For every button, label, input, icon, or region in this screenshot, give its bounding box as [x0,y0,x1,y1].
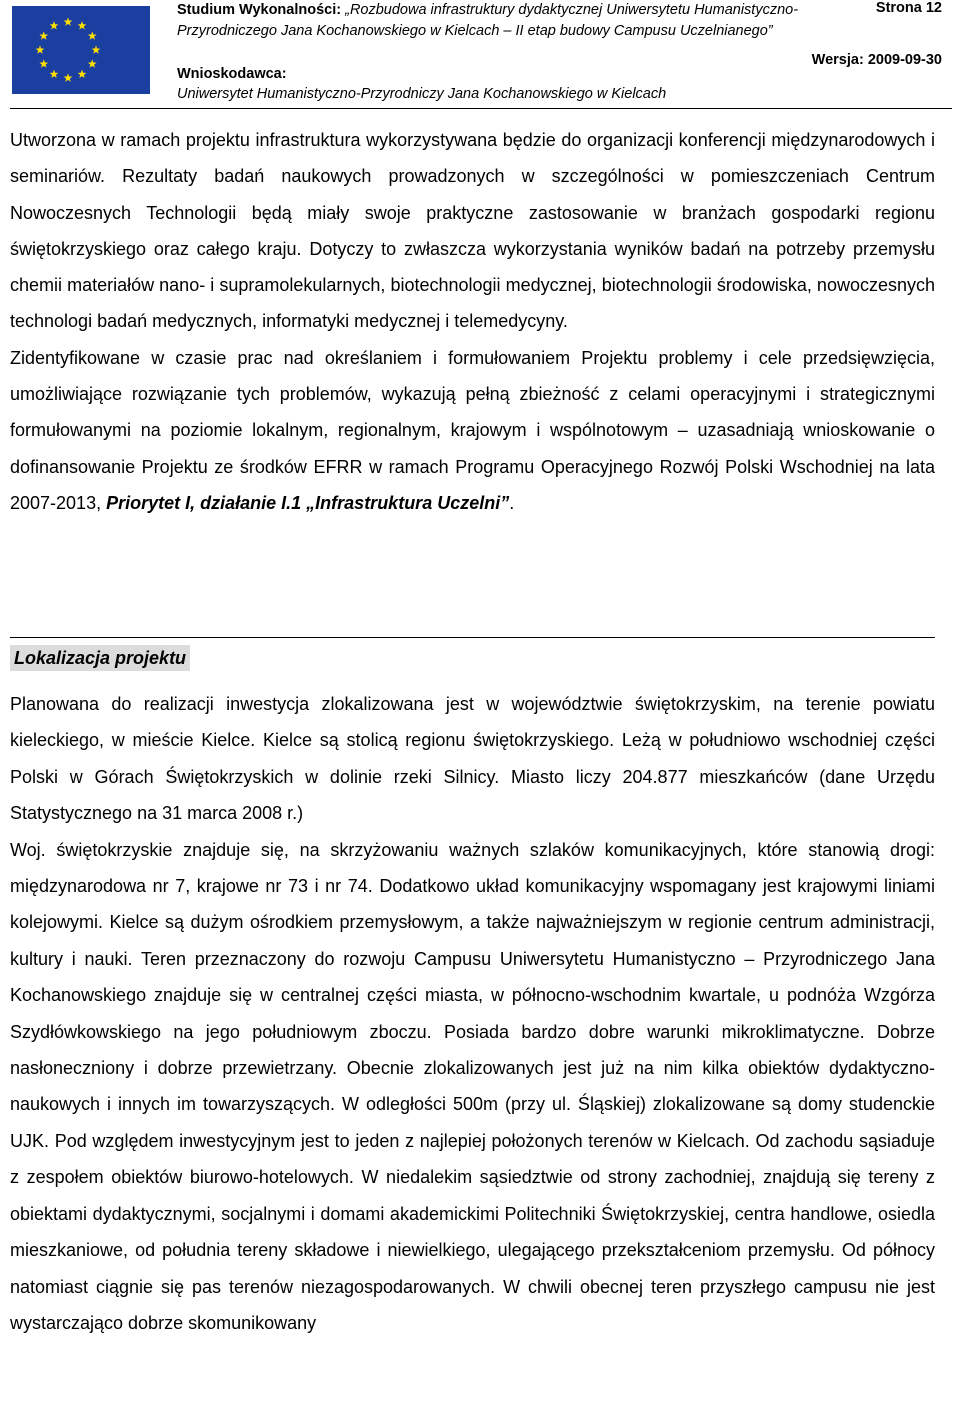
applicant-block [177,64,817,104]
version-label: Wersja: 2009-09-30 [811,52,942,68]
section-divider [10,637,935,638]
header-divider [10,108,952,109]
section-heading: Lokalizacja projektu [10,645,190,671]
eu-flag-icon [12,6,150,94]
paragraph-2-end: . [509,492,515,513]
intro-text [10,122,935,521]
priority-emphasis: Priorytet I, działanie I.1 „Infrastruktura Uczelni” [106,492,510,513]
study-title: „Rozbudowa infrastruktury dydaktycznej Uniwersytetu Humanistyczno-Przyrodniczego Jana Kochanowskiego w Kielcach – II etap budowy Campusu Uczelnianego” [177,2,799,39]
study-label: Studium Wykonalności: [177,2,342,18]
page-header [0,0,960,112]
paragraph-1: Utworzona w ramach projektu infrastruktura wykorzystywana będzie do organizacji konferencji międzynarodowych i seminariów. Rezultaty badań naukowych prowadzonych w szczególności w pomieszczeniach Centrum Nowoczesnych Technologii będą miały swoje praktyczne zastosowanie w branżach gospodarki regionu świętokrzyskiego oraz całego kraju. Dotyczy to zwłaszcza wykorzystania wyników badań na potrzeby przemysłu chemii materiałów nano- i supramolekularnych, biotechnologii medycznej, biotechnologii środowiska, nowoczesnych technologi badań medycznych, informatyki medycznej i telemedycyny. [10,130,935,332]
paragraph-3: Planowana do realizacji inwestycja zlokalizowana jest w województwie świętokrzyskim, na terenie powiatu kieleckiego, w mieście Kielce. Kielce są stolicą regionu świętokrzyskiego. Leżą w południowo wschodniej części Polski w Górach Świętokrzyskich w dolinie rzeki Silnicy. Miasto liczy 204.877 mieszkańców (dane Urzędu Statystycznego na 31 marca 2008 r.) [10,694,935,824]
applicant-name: Uniwersytet Humanistyczno-Przyrodniczy Jana Kochanowskiego w Kielcach [177,86,667,102]
paragraph-2-text: Zidentyfikowane w czasie prac nad określaniem i formułowaniem Projektu problemy i cele przedsięwzięcia, umożliwiające rozwiązanie tych problemów, wykazują pełną zbieżność z celami operacyjnymi i strategicznymi formułowanymi na poziomie lokalnym, regionalnym, krajowym i wspólnotowym – uzasadniają wnioskowanie o dofinansowanie Projektu ze środków EFRR w ramach Programu Operacyjnego Rozwój Polski Wschodniej na lata 2007-2013, [10,347,935,513]
paragraph-2 [10,340,935,521]
location-text [10,686,935,1341]
applicant-label: Wnioskodawca: [177,66,287,82]
study-title-block [177,0,817,41]
page-number: Strona 12 [875,0,942,16]
paragraph-4: Woj. świętokrzyskie znajduje się, na skrzyżowaniu ważnych szlaków komunikacyjnych, które stanowią drogi: międzynarodowa nr 7, krajowe nr 73 i nr 74. Dodatkowo układ komunikacyjny wspomagany jest krajowymi liniami kolejowymi. Kielce są dużym ośrodkiem przemysłowym, a także najważniejszym w regionie centrum administracji, kultury i nauki. Teren przeznaczony do rozwoju Campusu Uniwersytetu Humanistyczno – Przyrodniczego Jana Kochanowskiego znajduje się w centralnej części miasta, w północno-wschodnim kwartale, u podnóża Wzgórza Szydłówkowskiego na jego południowym zboczu. Posiada bardzo dobre warunki mikroklimatyczne. Dobrze nasłoneczniony i dobrze przewietrzany. Obecnie zlokalizowanych jest już na nim kilka obiektów dydaktyczno-naukowych i innych im towarzyszących. W odległości 500m (przy ul. Śląskiej) zlokalizowane są domy studenckie UJK. Pod względem inwestycyjnym jest to jeden z najlepiej położonych terenów w Kielcach. Od zachodu sąsiaduje z zespołem obiektów biurowo-hotelowych. W niedalekim sąsiedztwie od strony zachodniej, znajdują się tereny z obiektami dydaktycznymi, socjalnymi i domami akademickimi Politechniki Świętokrzyskiej, centra handlowe, osiedla mieszkaniowe, od południa tereny składowe i niewielkiego, ulegającego przekształceniom przemysłu. Od północy natomiast ciągnie się pas terenów niezagospodarowanych. W chwili obecnej teren przyszłego campusu nie jest wystarczająco dobrze skomunikowany [10,839,935,1333]
